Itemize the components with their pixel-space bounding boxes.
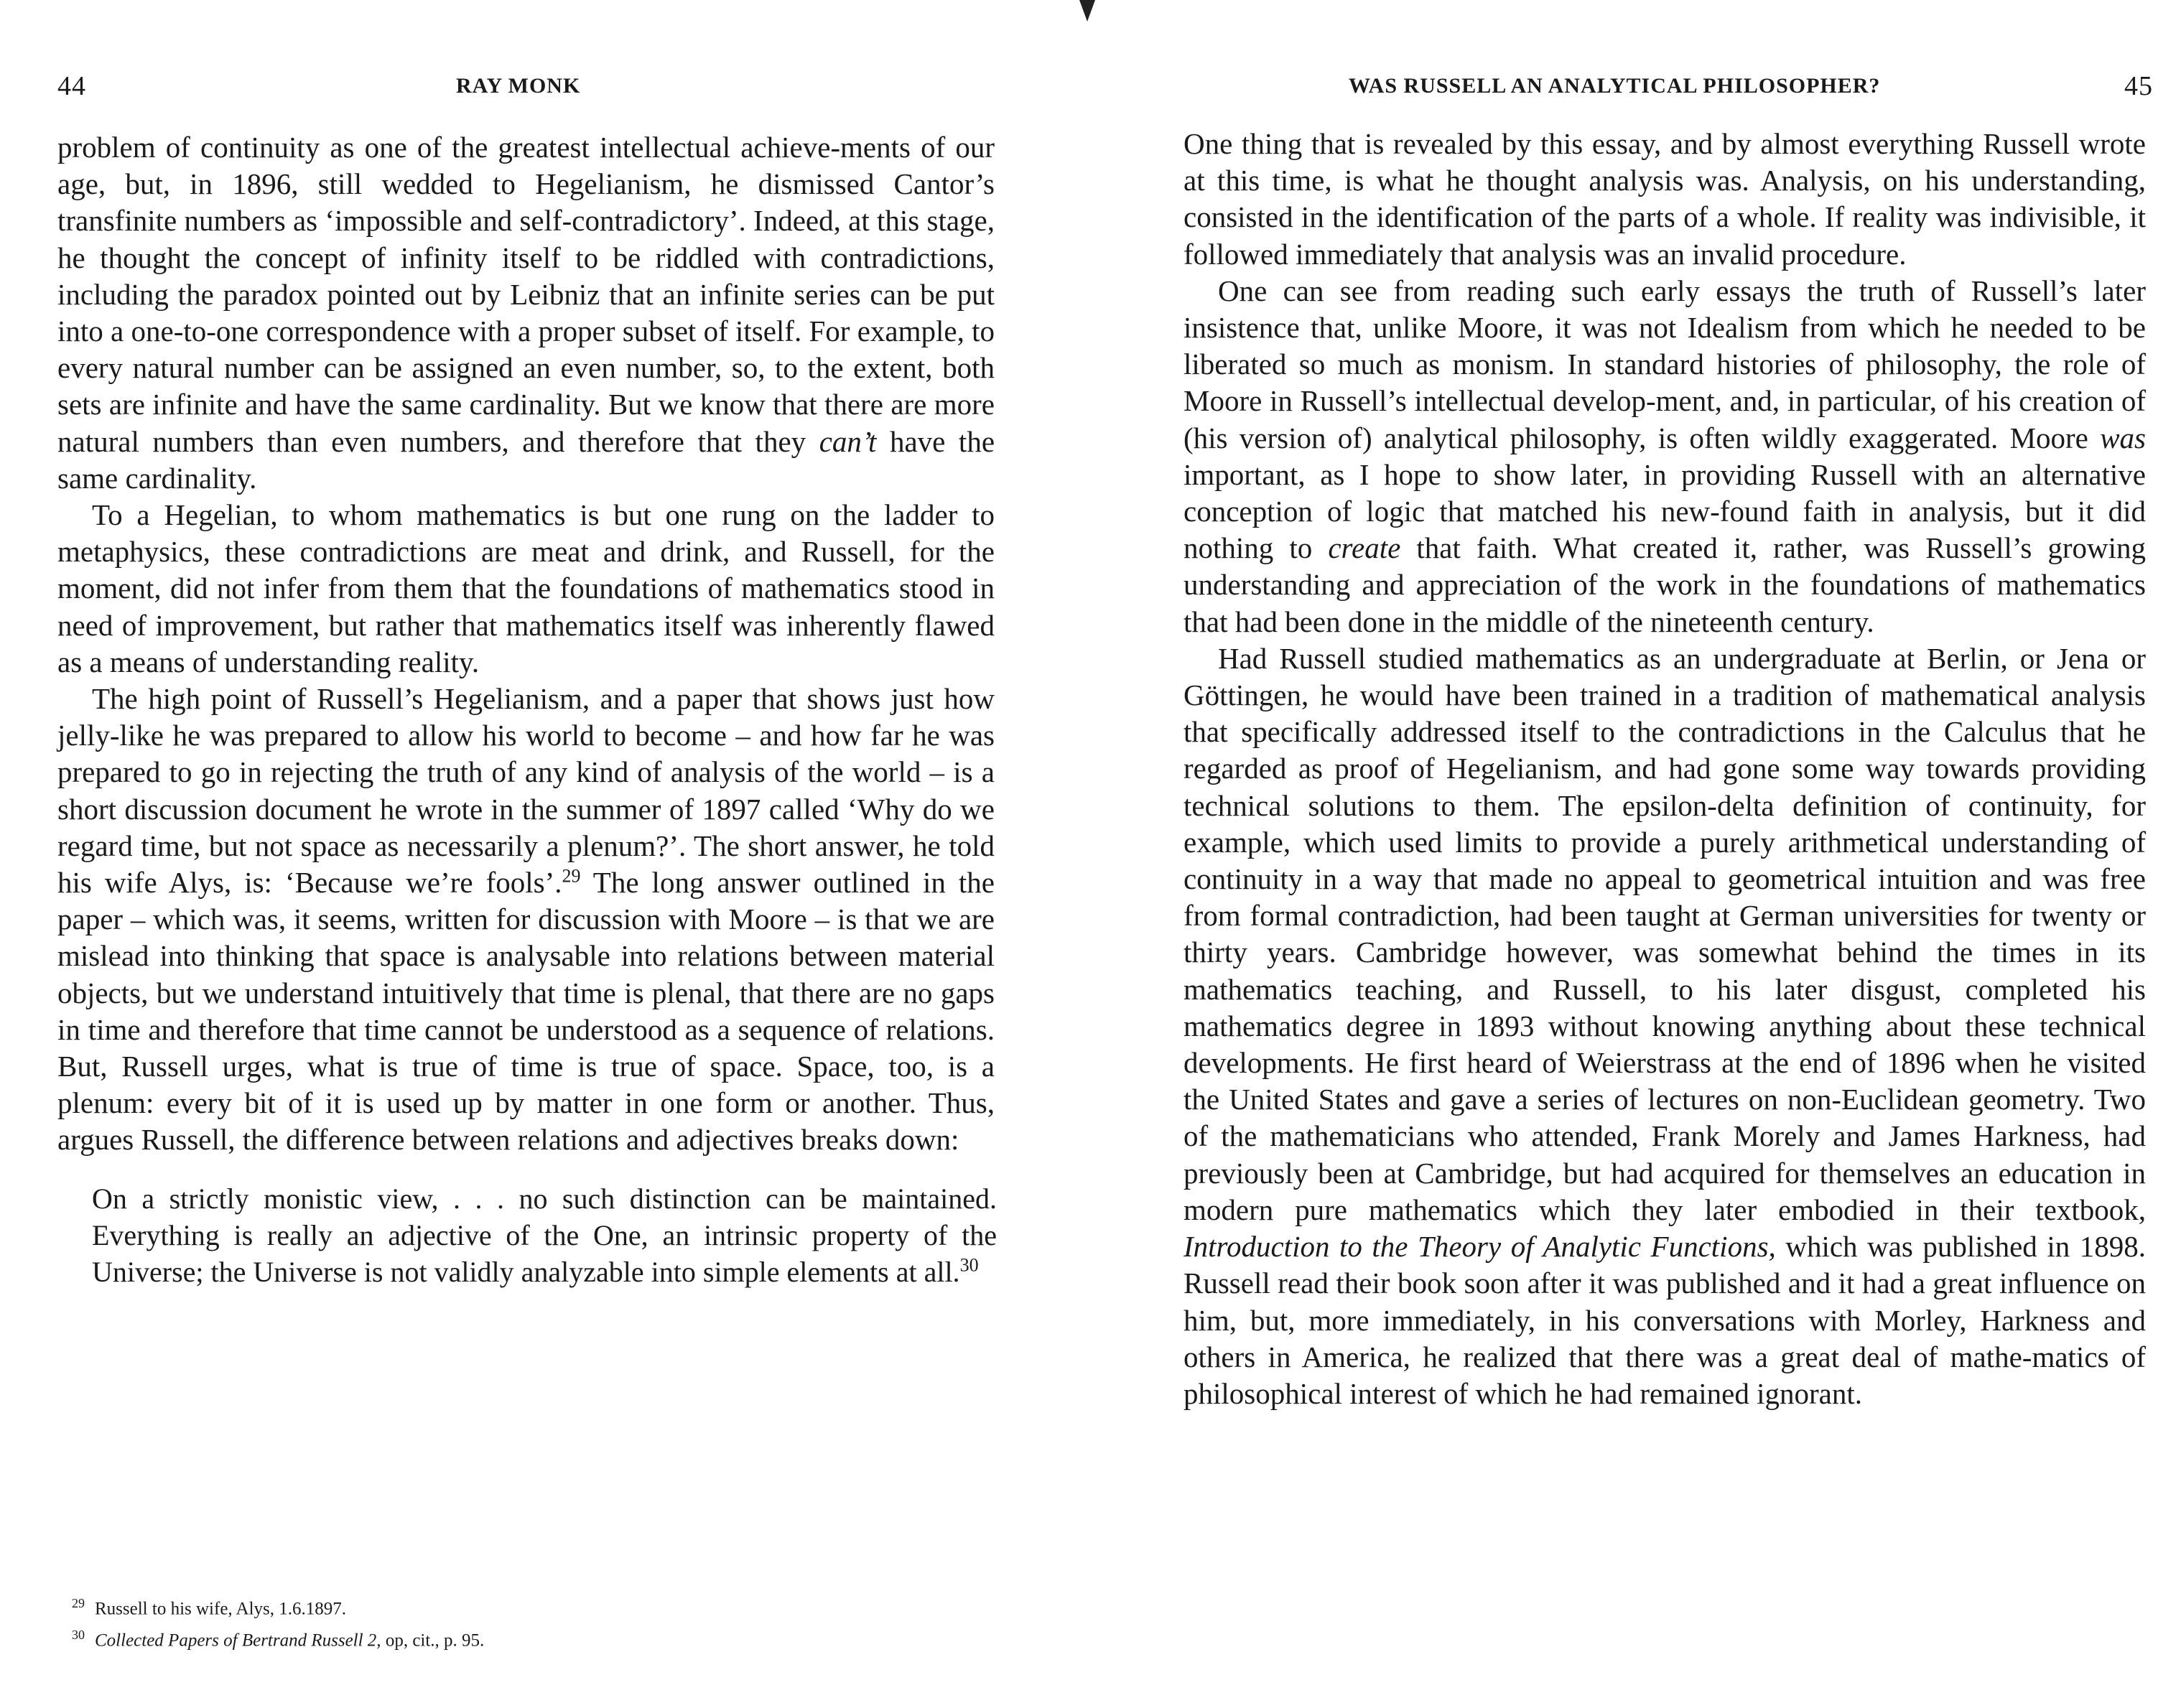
right-body-text [1183, 126, 2146, 1412]
paragraph: The high point of Russell’s Hegelianism, and a paper that shows just how jelly-like he was prepared to allow his world to become – and how far he was prepared to go in rejecting the truth of any kind of analysis of the world – is a short discussion document he wrote in the summer of 1897 called ‘Why do we regard time, but not space as necessarily a plenum?’. The short answer, he told his wife Alys, is: ‘Because we’re fools’.$^{29}$ The long answer outlined in the paper – which was, it seems, written for discussion with Moore – is that we are mislead into thinking that space is analysable into relations between material objects, but we understand intuitively that time is plenal, that there are no gaps in time and therefore that time cannot be understood as a sequence of relations. But, Russell urges, what is true of time is true of space. Space, too, is a plenum: every bit of it is used up by matter in one form or another. Thus, argues Russell, the difference between relations and adjectives breaks down: [57, 682, 995, 1157]
left-page [0, 0, 1090, 1708]
footnote: $^{30}$ Collected Papers of Bertrand Russell 2, op, cit., p. 95. [72, 1628, 485, 1651]
paragraph: problem of continuity as one of the greatest intellectual achieve-ments of our age, but, in 1896, still wedded to Hegelianism, he dismissed Cantor’s transfinite numbers as ‘impossible and self-contradictory’. Indeed, at this stage, he thought the concept of infinity itself to be riddled with contradictions, including the paradox pointed out by Leibniz that an infinite series can be put into a one-to-one correspondence with a proper subset of itself. For example, to every natural number can be assigned an even number, so, to the extent, both sets are infinite and have the same cardinality. But we know that there are more natural numbers than even numbers, and therefore that they can’t have the same cardinality. [57, 131, 995, 495]
emphasis: can’t [819, 424, 877, 458]
paragraph: Had Russell studied mathematics as an undergraduate at Berlin, or Jena or Göttingen, he would have been trained in a tradition of mathematical analysis that specifically addressed itself to the contradictions in the Calculus that he regarded as proof of Hegelianism, and had gone some way towards providing technical solutions to them. The epsilon-delta definition of continuity, for example, which used limits to provide a purely arithmetical understanding of continuity in a way that made no appeal to geometrical intuition and was free from formal contradiction, had been taught at German universities for twenty or thirty years. Cambridge however, was somewhat behind the times in its mathematics teaching, and Russell, to his later disgust, completed his mathematics degree in 1893 without knowing anything about these technical developments. He first heard of Weierstrass at the end of 1896 when he visited the United States and gave a series of lectures on non-Euclidean geometry. Two of the mathematicians who attended, Frank Morely and James Harkness, had previously been at Cambridge, but had acquired for themselves an education in modern pure mathematics which they later embodied in their textbook, Introduction to the Theory of Analytic Functions, which was published in 1898. Russell read their book soon after it was published and it had a great influence on him, but, more immediately, in his conversations with Morley, Harkness and others in America, he realized that there was a great deal of mathe-matics of philosophical interest of which he had remained ignorant. [1183, 641, 2147, 1410]
right-page [1090, 0, 2181, 1708]
right-page-number: 45 [2124, 71, 2153, 101]
paragraph: One thing that is revealed by this essay, and by almost everything Russell wrote at this time, is what he thought analysis was. Analysis, on his understanding, consisted in the identification of the parts of a whole. If reality was indivisible, it followed immediately that analysis was an invalid procedure. [1183, 127, 2146, 271]
left-body-text [57, 129, 995, 1290]
left-page-number: 44 [57, 71, 86, 101]
footnote-ref: 30 [959, 1254, 979, 1276]
footnote: $^{29}$ Russell to his wife, Alys, 1.6.1897. [72, 1596, 347, 1619]
right-running-head [1349, 68, 2153, 104]
left-running-title: RAY MONK [456, 74, 581, 98]
book-title: Introduction to the Theory of Analytic Functions, [1183, 1230, 1776, 1264]
emphasis: was [2100, 421, 2146, 454]
emphasis: create [1328, 531, 1401, 565]
footnote-ref: 29 [562, 865, 581, 887]
block-quote: On a strictly monistic view, . . . no such distinction can be maintained. Everything is really an adjective of the One, an intrinsic property of the Universe; the Universe is not validly analyzable into simple elements at all.$^{30}$ [92, 1182, 997, 1288]
footnotes [72, 1590, 934, 1654]
paragraph: One can see from reading such early essays the truth of Russell’s later insistence that, unlike Moore, it was not Idealism from which he needed to be liberated so much as monism. In standard histories of philosophy, the role of Moore in Russell’s intellectual develop-ment, and, in particular, of his creation of (his version of) analytical philosophy, is often wildly exaggerated. Moore was important, as I hope to show later, in providing Russell with an alternative conception of logic that matched his new-found faith in analysis, but it did nothing to create that faith. What created it, rather, was Russell’s growing understanding and appreciation of the work in the foundations of mathematics that had been done in the middle of the nineteenth century. [1183, 274, 2147, 638]
paragraph: To a Hegelian, to whom mathematics is but one rung on the ladder to metaphysics, these contradictions are meat and drink, and Russell, for the moment, did not infer from them that the foundations of mathematics stood in need of improvement, but rather that mathematics itself was inherently flawed as a means of understanding reality. [57, 498, 995, 678]
right-running-title: WAS RUSSELL AN ANALYTICAL PHILOSOPHER? [1349, 74, 1881, 98]
left-running-head [57, 68, 998, 104]
